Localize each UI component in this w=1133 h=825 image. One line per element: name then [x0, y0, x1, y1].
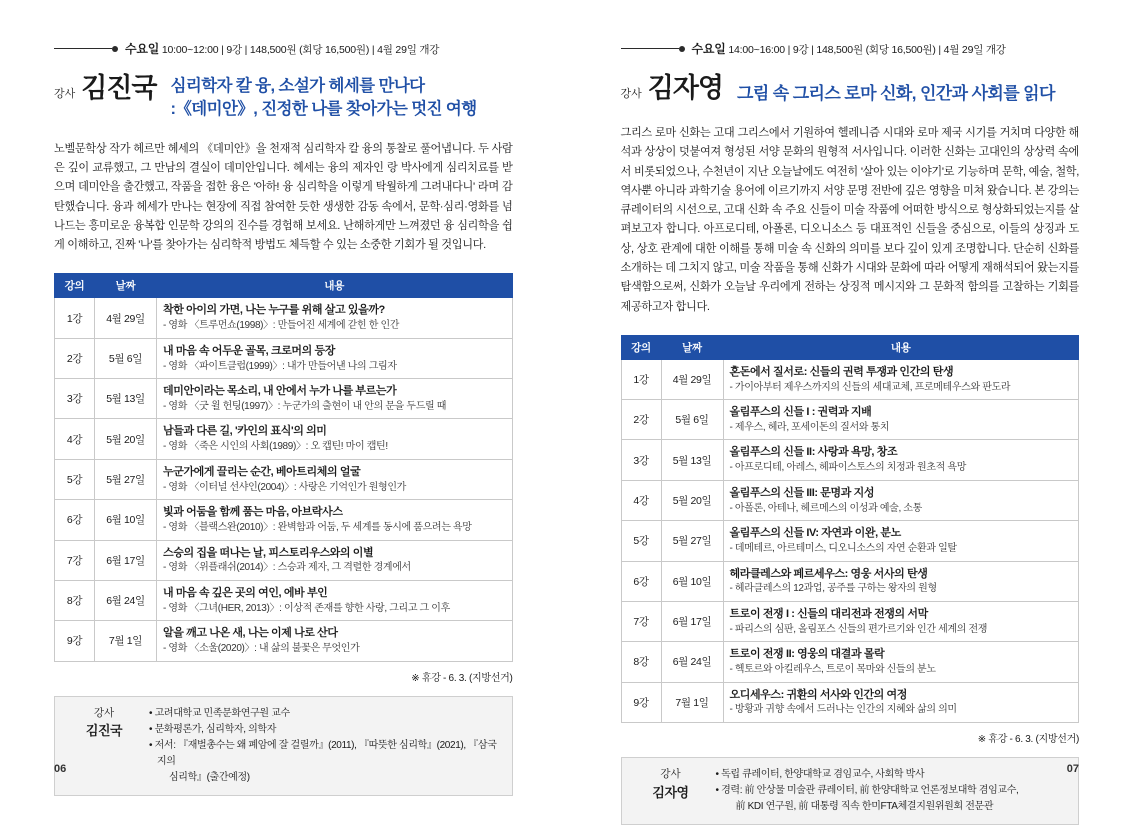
row-no: 4강 — [621, 480, 661, 520]
profile-bullet: • 경력: 前 안상물 미술관 큐레이터, 前 한양대학교 언론정보대학 겸임교수, — [716, 783, 1069, 799]
col-header-no: 강의 — [55, 274, 95, 298]
table-row — [621, 601, 1079, 641]
profile-who-left — [65, 706, 143, 786]
col-header-content: 내용 — [157, 274, 513, 298]
row-subtitle: - 영화 〈트루먼쇼(1998)〉: 만들어진 세계에 갇힌 한 인간 — [163, 319, 506, 333]
page-left — [0, 0, 567, 793]
table-row — [55, 379, 513, 419]
row-no: 8강 — [55, 580, 95, 620]
row-content — [157, 338, 513, 378]
row-no: 6강 — [55, 500, 95, 540]
header-meta-left — [125, 40, 439, 57]
row-date: 6월 17일 — [661, 601, 723, 641]
course-title-line1-right: 그림 속 그리스 로마 신화, 인간과 사회를 읽다 — [737, 82, 1055, 106]
row-title: 착한 아이의 가면, 나는 누구를 위해 살고 있을까? — [163, 303, 506, 318]
course-description-left — [54, 140, 513, 256]
row-date: 7월 1일 — [95, 621, 157, 661]
header-day-left: 수요일 — [125, 42, 159, 56]
row-title: 빛과 어둠을 함께 품는 마음, 아브락사스 — [163, 505, 506, 520]
row-content — [157, 379, 513, 419]
row-date: 5월 20일 — [661, 480, 723, 520]
row-title: 혼돈에서 질서로: 신들의 권력 투쟁과 인간의 탄생 — [730, 365, 1073, 380]
row-no: 4강 — [55, 419, 95, 459]
row-date: 6월 10일 — [661, 561, 723, 601]
table-row — [55, 540, 513, 580]
row-title: 알을 깨고 나온 새, 나는 이제 나로 산다 — [163, 626, 506, 641]
course-title-line1-left: 심리학자 칼 융, 소설가 헤세를 만나다 — [171, 75, 477, 98]
profile-bullet: • 독립 큐레이터, 한양대학교 겸임교수, 사회학 박사 — [716, 767, 1069, 783]
table-row — [55, 500, 513, 540]
table-row — [621, 440, 1079, 480]
row-subtitle: - 영화 〈굿 윌 헌팅(1997)〉: 누군가의 출현이 내 안의 문을 두드릴 때 — [163, 400, 506, 414]
profile-label-left: 강사 — [65, 706, 143, 722]
row-no: 6강 — [621, 561, 661, 601]
page-number-right: 07 — [1067, 763, 1079, 775]
row-subtitle: - 영화 〈블랙스완(2010)〉: 완벽함과 어둠, 두 세계를 동시에 품으려는 욕망 — [163, 521, 506, 535]
row-date: 5월 20일 — [95, 419, 157, 459]
row-date: 6월 24일 — [661, 642, 723, 682]
row-no: 5강 — [621, 521, 661, 561]
course-title-line2-left: :《데미안》, 진정한 나를 찾아가는 멋진 여행 — [171, 98, 477, 121]
row-content — [157, 419, 513, 459]
row-date: 6월 17일 — [95, 540, 157, 580]
table-row — [55, 338, 513, 378]
row-subtitle: - 파리스의 심판, 올림포스 신들의 편가르기와 인간 세계의 전쟁 — [730, 623, 1073, 637]
row-no: 9강 — [621, 682, 661, 722]
table-row — [621, 642, 1079, 682]
header-dot-icon — [679, 46, 685, 52]
row-title: 올림푸스의 신들 III: 문명과 지성 — [730, 486, 1073, 501]
lecturer-label-left: 강사 — [54, 73, 75, 101]
profile-bullet: • 고려대학교 민족문화연구원 교수 — [149, 706, 502, 722]
row-no: 7강 — [621, 601, 661, 641]
title-block-left — [54, 73, 513, 122]
table-row — [621, 682, 1079, 722]
row-subtitle: - 아폴론, 아테나, 헤르메스의 이성과 예술, 소통 — [730, 502, 1073, 516]
table-row — [55, 621, 513, 661]
row-subtitle: - 헥토르와 아킬레우스, 트로이 목마와 신들의 분노 — [730, 663, 1073, 677]
row-subtitle: - 데메테르, 아르테미스, 디오니소스의 자연 순환과 일탈 — [730, 542, 1073, 556]
row-date: 7월 1일 — [661, 682, 723, 722]
row-content — [723, 682, 1079, 722]
lecturer-name-left: 김진국 — [81, 73, 156, 104]
profile-bullets-left — [143, 706, 502, 786]
row-title: 트로이 전쟁 II: 영웅의 대결과 몰락 — [730, 647, 1073, 662]
row-subtitle: - 영화 〈위플래쉬(2014)〉: 스승과 제자, 그 격렬한 경계에서 — [163, 561, 506, 575]
course-title-left — [171, 73, 477, 122]
table-row — [621, 521, 1079, 561]
row-subtitle: - 영화 〈소울(2020)〉: 내 삶의 불꽃은 무엇인가 — [163, 642, 506, 656]
row-title: 데미안이라는 목소리, 내 안에서 누가 나를 부르는가 — [163, 384, 506, 399]
row-content — [157, 459, 513, 499]
col-header-no: 강의 — [621, 335, 661, 359]
row-title: 내 마음 속 깊은 곳의 여인, 에바 부인 — [163, 586, 506, 601]
row-content — [157, 298, 513, 338]
row-content — [723, 642, 1079, 682]
schedule-table-right — [621, 335, 1080, 723]
row-content — [157, 540, 513, 580]
row-no: 8강 — [621, 642, 661, 682]
table-row — [621, 359, 1079, 399]
row-content — [723, 521, 1079, 561]
row-no: 3강 — [55, 379, 95, 419]
profile-bullet-continued: 심리학』(출간예정) — [149, 770, 502, 786]
course-title-right — [737, 73, 1055, 106]
table-row — [55, 419, 513, 459]
row-date: 4월 29일 — [95, 298, 157, 338]
header-details-right: 14:00~16:00 | 9강 | 148,500원 (회당 16,500원) | 4월 29일 개강 — [726, 44, 1006, 56]
row-content — [723, 601, 1079, 641]
header-day-right: 수요일 — [692, 42, 726, 56]
schedule-table-left — [54, 273, 513, 661]
row-subtitle: - 가이아부터 제우스까지의 신들의 세대교체, 프로메테우스와 판도라 — [730, 381, 1073, 395]
profile-bullets-right — [710, 767, 1069, 815]
table-row — [55, 580, 513, 620]
row-no: 5강 — [55, 459, 95, 499]
row-title: 올림푸스의 신들 IV: 자연과 이완, 분노 — [730, 526, 1073, 541]
description-text-left: 노벨문학상 작가 헤르만 헤세의 《데미안》을 천재적 심리학자 칼 융의 통찰로 풀어냅니다. 두 사람은 깊이 교류했고, 그 만남의 결실이 데미안입니다. 헤세는 융의 제자인 랑 박사에게 심리치료를 받으며 데미안을 출간했고, 작품을 접한 융은 '아하! 융 심리학을 이렇게 탁월하게 그려내다니' 라며 감탄했습니다. 융과 헤세가 만나는 현장에 직접 참여한 듯한 생생한 감동 속에서, 문학·심리·영화를 넘나드는 흥미로운 융복합 인문학 강의의 진수를 경험해 보세요. 난해하게만 느껴졌던 융 심리학을 쉽게 이해하고, 진짜 '나'를 찾아가는 심리학적 방법도 체득할 수 있는 소중한 기회가 될 것입니다. — [54, 140, 513, 256]
page-number-left: 06 — [54, 763, 66, 775]
row-no: 7강 — [55, 540, 95, 580]
header-dot-icon — [112, 46, 118, 52]
table-row — [621, 561, 1079, 601]
profile-bullet: • 문화평론가, 심리학자, 의학자 — [149, 722, 502, 738]
profile-name-left: 김진국 — [65, 721, 143, 741]
table-header-row — [55, 274, 513, 298]
table-header-row — [621, 335, 1079, 359]
row-date: 5월 13일 — [95, 379, 157, 419]
row-no: 3강 — [621, 440, 661, 480]
row-date: 5월 6일 — [95, 338, 157, 378]
header-meta-right — [692, 40, 1006, 57]
table-row — [621, 400, 1079, 440]
col-header-date: 날짜 — [95, 274, 157, 298]
profile-bullet-continued: 前 KDI 연구원, 前 대통령 직속 한미FTA체결지원위원회 전문관 — [716, 799, 1069, 815]
row-subtitle: - 영화 〈이터널 선샤인(2004)〉: 사랑은 기억인가 원형인가 — [163, 481, 506, 495]
title-block-right — [621, 73, 1080, 106]
row-date: 5월 27일 — [661, 521, 723, 561]
row-content — [723, 480, 1079, 520]
row-title: 올림푸스의 신들 I : 권력과 지배 — [730, 405, 1073, 420]
row-content — [157, 500, 513, 540]
table-row — [621, 480, 1079, 520]
row-date: 4월 29일 — [661, 359, 723, 399]
lecturer-name-right: 김자영 — [648, 73, 723, 104]
row-content — [723, 561, 1079, 601]
row-date: 6월 10일 — [95, 500, 157, 540]
row-content — [157, 580, 513, 620]
row-date: 5월 6일 — [661, 400, 723, 440]
profile-who-right — [632, 767, 710, 815]
row-title: 남들과 다른 길, '카인의 표식'의 의미 — [163, 424, 506, 439]
col-header-date: 날짜 — [661, 335, 723, 359]
row-title: 오디세우스: 귀환의 서사와 인간의 여정 — [730, 688, 1073, 703]
header-rule — [621, 48, 679, 49]
row-title: 스승의 집을 떠나는 날, 피스토리우스와의 이별 — [163, 546, 506, 561]
profile-bullet: • 저서: 『재벌총수는 왜 폐암에 잘 걸릴까』(2011), 『따뜻한 심리학』(2021), 『삼국지의 — [149, 738, 502, 770]
row-no: 2강 — [55, 338, 95, 378]
header-rule — [54, 48, 112, 49]
row-subtitle: - 방황과 귀향 속에서 드러나는 인간의 지혜와 삶의 의미 — [730, 703, 1073, 717]
row-title: 트로이 전쟁 I : 신들의 대리전과 전쟁의 서막 — [730, 607, 1073, 622]
row-content — [723, 400, 1079, 440]
row-subtitle: - 영화 〈죽은 시인의 사회(1989)〉: 오 캡틴! 마이 캡틴! — [163, 440, 506, 454]
row-no: 1강 — [621, 359, 661, 399]
row-subtitle: - 영화 〈그녀(HER, 2013)〉: 이상적 존재를 향한 사랑, 그리고 그 이후 — [163, 602, 506, 616]
course-header-left — [54, 40, 513, 57]
profile-label-right: 강사 — [632, 767, 710, 783]
row-date: 5월 27일 — [95, 459, 157, 499]
row-title: 내 마음 속 어두운 골목, 크로머의 등장 — [163, 344, 506, 359]
row-no: 9강 — [55, 621, 95, 661]
row-subtitle: - 아프로디테, 아레스, 헤파이스토스의 치정과 원초적 욕망 — [730, 461, 1073, 475]
row-content — [157, 621, 513, 661]
row-no: 2강 — [621, 400, 661, 440]
course-header-right — [621, 40, 1080, 57]
description-text-right: 그리스 로마 신화는 고대 그리스에서 기원하여 헬레니즘 시대와 로마 제국 시기를 거치며 다양한 해석과 상상이 덧붙여져 형성된 서양 문화의 원형적 서사입니다. 이러한 신화는 고대인의 상상력 속에서 비롯되었으나, 수천년이 지난 오늘날에도 여전히 '살아 있는 이야기'로 기능하며 문학, 예술, 철학, 역사뿐 아니라 과학기술 용어에 이르기까지 서양 문명 전반에 깊은 영향을 미쳐 왔습니다. 본 강의는 큐레이터의 시선으로, 고대 신화 속 주요 신들이 미술 작품에 어떠한 방식으로 형상화되었는지를 살펴보고자 합니다. 아프로디테, 아폴론, 디오니소스 등 대표적인 신들을 중심으로, 이들의 상징과 도상, 상호 관계에 대한 이해를 통해 미술 속 신화의 의미를 보다 깊이 있게 조명합니다. 단순히 신화를 소개하는 데 그치지 않고, 미술 작품을 통해 신화가 시대와 문화에 따라 어떻게 재해석되어 왔는지를 탐색함으로써, 신화가 오늘날 우리에게 전하는 상징적 메시지와 그 문화적 함의를 고찰하는 기회를 제공하고자 합니다. — [621, 124, 1080, 317]
lecturer-label-right: 강사 — [621, 73, 642, 101]
lecturer-profile-left — [54, 696, 513, 796]
row-title: 헤라클레스와 페르세우스: 영웅 서사의 탄생 — [730, 567, 1073, 582]
row-title: 누군가에게 끌리는 순간, 베아트리체의 얼굴 — [163, 465, 506, 480]
lecturer-profile-right — [621, 757, 1080, 825]
table-row — [55, 459, 513, 499]
row-content — [723, 359, 1079, 399]
table-row — [55, 298, 513, 338]
row-subtitle: - 헤라클레스의 12과업, 공주를 구하는 왕자의 원형 — [730, 582, 1073, 596]
row-date: 5월 13일 — [661, 440, 723, 480]
row-subtitle: - 영화 〈파이트클럽(1999)〉: 내가 만들어낸 나의 그림자 — [163, 360, 506, 374]
row-subtitle: - 제우스, 헤라, 포세이돈의 질서와 통치 — [730, 421, 1073, 435]
course-description-right — [621, 124, 1080, 317]
header-details-left: 10:00~12:00 | 9강 | 148,500원 (회당 16,500원) | 4월 29일 개강 — [159, 44, 439, 56]
profile-name-right: 김자영 — [632, 783, 710, 803]
row-content — [723, 440, 1079, 480]
page-right — [567, 0, 1133, 793]
col-header-content: 내용 — [723, 335, 1079, 359]
cancellation-note-left: ※ 휴강 - 6. 3. (지방선거) — [54, 669, 513, 684]
cancellation-note-right: ※ 휴강 - 6. 3. (지방선거) — [621, 730, 1080, 745]
row-no: 1강 — [55, 298, 95, 338]
row-title: 올림푸스의 신들 II: 사랑과 욕망, 창조 — [730, 445, 1073, 460]
row-date: 6월 24일 — [95, 580, 157, 620]
